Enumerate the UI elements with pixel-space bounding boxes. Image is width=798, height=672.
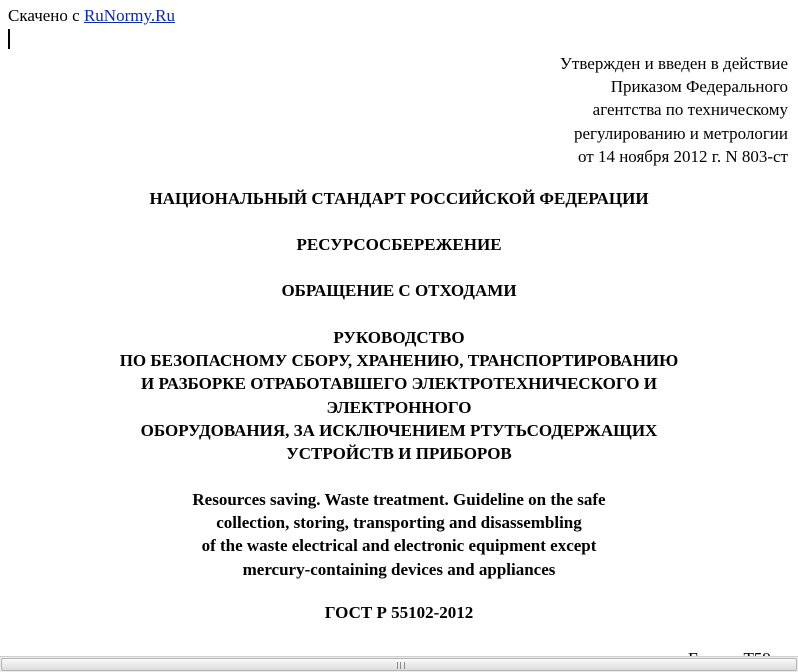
title-russian — [0, 326, 798, 465]
title-en-line: Resources saving. Waste treatment. Guideline on the safe — [192, 490, 606, 509]
title-ru-line: ОБОРУДОВАНИЯ, ЗА ИСКЛЮЧЕНИЕМ РТУТЬСОДЕРЖАЩИХ — [140, 420, 658, 440]
text-cursor — [8, 29, 10, 49]
scrollbar-thumb[interactable] — [1, 658, 797, 671]
source-line — [8, 6, 175, 26]
subtopic-heading: ОБРАЩЕНИЕ С ОТХОДАМИ — [281, 281, 517, 300]
approval-block — [560, 52, 788, 168]
title-en-line: collection, storing, transporting and disassembling — [216, 513, 582, 533]
approval-line: от 14 ноября 2012 г. N 803-ст — [578, 146, 788, 166]
horizontal-scrollbar[interactable] — [0, 656, 798, 672]
subject-heading: РЕСУРСОСБЕРЕЖЕНИЕ — [296, 235, 502, 254]
source-link[interactable]: RuNormy.Ru — [83, 6, 175, 25]
title-ru-line: ПО БЕЗОПАСНОМУ СБОРУ, ХРАНЕНИЮ, ТРАНСПОРТИРОВАНИЮ — [119, 351, 679, 371]
title-en-line: mercury-containing devices and appliances — [242, 559, 556, 579]
title-ru-line: ЭЛЕКТРОННОГО — [326, 397, 472, 417]
approval-line: агентства по техническому — [592, 100, 788, 120]
source-prefix: Скачено с — [8, 6, 80, 25]
title-ru-line: РУКОВОДСТВО — [333, 328, 465, 347]
title-ru-line: И РАЗБОРКЕ ОТРАБОТАВШЕГО ЭЛЕКТРОТЕХНИЧЕСКОГО И — [141, 374, 657, 394]
title-english — [0, 488, 798, 581]
title-en-line: of the waste electrical and electronic equipment except — [201, 536, 597, 556]
approval-line: Приказом Федерального — [610, 77, 788, 97]
approval-line: Утвержден и введен в действие — [559, 54, 788, 73]
approval-line: регулированию и метрологии — [573, 123, 788, 143]
title-ru-line: УСТРОЙСТВ И ПРИБОРОВ — [286, 444, 512, 464]
national-standard-heading: НАЦИОНАЛЬНЫЙ СТАНДАРТ РОССИЙСКОЙ ФЕДЕРАЦИИ — [149, 189, 649, 208]
grip-icon — [397, 662, 405, 669]
standard-number: ГОСТ Р 55102-2012 — [324, 603, 474, 622]
